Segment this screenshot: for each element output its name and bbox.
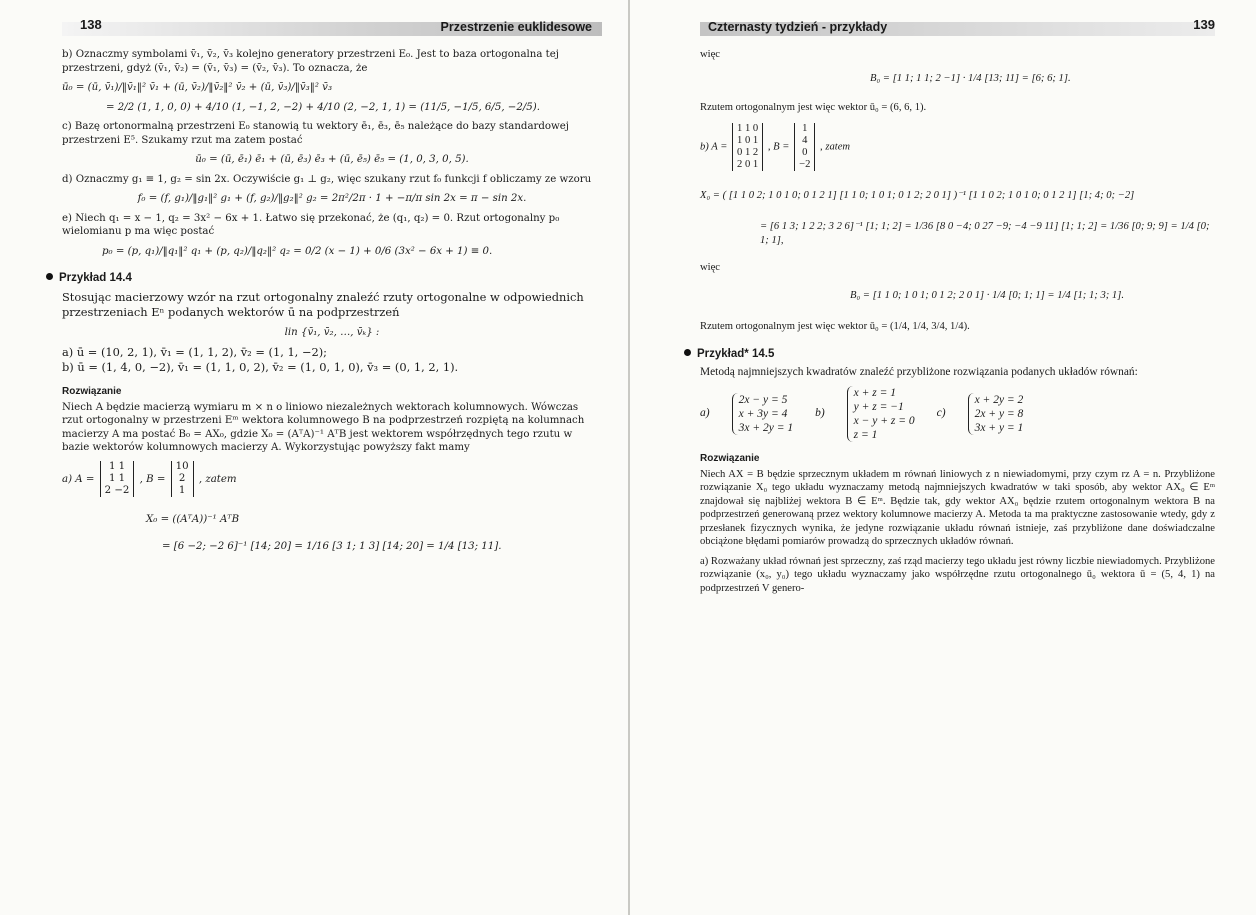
matrix-A: [732, 123, 763, 171]
b-setup: [700, 123, 1215, 171]
equation: 3x + 2y = 1: [738, 422, 794, 434]
left-page: [59, 17, 602, 560]
example-heading: [684, 348, 1215, 362]
example-text: Metodą najmniejszych kwadratów znaleźć przybliżone rozwiązania podanych układów równań:: [700, 366, 1138, 378]
matrix-row: 1: [178, 484, 186, 496]
page-gutter: [628, 0, 630, 915]
wiec-2: więc: [700, 262, 720, 273]
system-c: [968, 393, 1024, 435]
zatem-text: , zatem: [198, 473, 237, 485]
bullet-icon: [684, 349, 691, 356]
solution-text: Niech A będzie macierzą wymiaru m × n o liniowo niezależnych wektorach kolumnowych. Wówczas rzut ortogonalny w przestrzeni Eᵐ wektora kolumnowego B na podprzestrzeń rozpiętą na kolumnach macierzy A ma postać B₀ = AX₀, gdzie X₀ = (AᵀA)⁻¹ AᵀB jest wektorem współrzędnych tego rzutu w bazie wektorów kolumnowych macierzy A. Wykorzystując powyższy fakt mamy: [62, 401, 585, 453]
lin-formula: lin {v̄₁, v̄₂, …, v̄ₖ} :: [284, 326, 380, 338]
matrix-row: 2 0 1: [737, 158, 759, 170]
part-b-formula-2: = 2/2 (1, 1, 0, 0) + 4/10 (1, −1, 2, −2) + 4/10 (2, −2, 1, 1) = (11/5, −1/5, 6/5, −2/5).: [106, 101, 540, 113]
x0-line: X₀ = ( [1 1 0 2; 1 0 1 0; 0 1 2 1] [1 1 0; 1 0 1; 0 1 2; 2 0 1] )⁻¹ [1 1 0 2; 1 0 1 0; 0 1 2 1] [1; 4; 0; −2]: [700, 189, 1135, 201]
part-a-text: a) Rozważany układ równań jest sprzeczny, zaś rząd macierzy tego układu jest równy liczbie niewiadomych. Przybliżone rozwiązanie (x₀, y₀) tego układu wyznaczamy jako współrzędne rzutu ortogonalnego ū₀ wektora ū = (5, 4, 1) na podprzestrzeń V genero-: [700, 555, 1215, 594]
part-b-formula-1: ū₀ = (ū, v̄₁)/‖v̄₁‖² v̄₁ + (ū, v̄₂)/‖v̄₂‖² v̄₂ + (ū, v̄₃)/‖v̄₃‖² v̄₃: [62, 82, 333, 93]
bullet-icon: [46, 273, 53, 280]
solution-heading: Rozwiązanie: [62, 386, 122, 397]
matrix-row: 10: [175, 460, 189, 472]
example-text: Stosując macierzowy wzór na rzut ortogonalny znaleźć rzuty ortogonalne w odpowiednich przestrzeniach Eⁿ podanych wektorów ū na podprzestrzeń: [62, 289, 584, 319]
item-a: a) ū = (10, 2, 1), v̄₁ = (1, 1, 2), v̄₂ = (1, 1, −2);: [62, 345, 327, 359]
part-d-text: d) Oznaczmy g₁ ≡ 1, g₂ = sin 2x. Oczywiście g₁ ⊥ g₂, więc szukany rzut f₀ funkcji f obliczamy ze wzoru: [62, 173, 592, 185]
matrix-row: 1 1: [108, 460, 126, 472]
b-label: b) A =: [700, 140, 728, 152]
equation: x + 2y = 2: [974, 394, 1024, 406]
equation: y + z = −1: [853, 401, 904, 413]
a-result-line: = [6 −2; −2 6]⁻¹ [14; 20] = 1/16 [3 1; 1 3] [14; 20] = 1/4 [13; 11].: [162, 541, 502, 552]
equation: x + z = 1: [853, 387, 897, 399]
equation: z = 1: [853, 429, 878, 441]
part-d-formula: f₀ = (f, g₁)/‖g₁‖² g₁ + (f, g₂)/‖g₂‖² g₂ = 2π²/2π · 1 + −π/π sin 2x = π − sin 2x.: [137, 193, 527, 204]
matrix-row: 0: [802, 146, 808, 158]
system-b: [847, 386, 915, 442]
a-x0-line: X₀ = ((AᵀA))⁻¹ AᵀB: [146, 513, 240, 525]
equation: x − y + z = 0: [853, 415, 915, 427]
item-b: b) ū = (1, 4, 0, −2), v̄₁ = (1, 1, 0, 2), v̄₂ = (1, 0, 1, 0), v̄₃ = (0, 1, 2, 1).: [62, 360, 459, 374]
system-a-label: a): [700, 407, 710, 420]
matrix-row: 1 1: [108, 472, 126, 484]
wiec-1: więc: [700, 49, 720, 60]
matrix-row: 0 1 2: [737, 146, 759, 158]
example-title: Przykład 14.4: [59, 272, 132, 284]
part-e-formula: p₀ = (p, q₁)/‖q₁‖² q₁ + (p, q₂)/‖q₂‖² q₂ = 0/2 (x − 1) + 0/6 (3x² − 6x + 1) ≡ 0.: [102, 245, 493, 257]
left-header: [62, 18, 602, 38]
equation: x + 3y = 4: [738, 408, 788, 420]
solution-heading: Rozwiązanie: [700, 453, 760, 464]
page-number: 138: [80, 17, 102, 32]
matrix-row: 4: [802, 134, 808, 146]
running-title: Przestrzenie euklidesowe: [440, 20, 592, 34]
matrix-B: [171, 461, 194, 497]
equation: 2x − y = 5: [738, 394, 788, 406]
system-b-label: b): [815, 407, 825, 420]
equation-systems: [700, 386, 1215, 442]
b0-line: B₀ = [1 1; 1 1; 2 −1] · 1/4 [13; 11] = [6; 6; 1].: [870, 72, 1071, 84]
equation: 3x + y = 1: [974, 422, 1024, 434]
right-page: [697, 17, 1215, 601]
a-setup: [62, 461, 602, 497]
rzut-2: Rzutem ortogonalnym jest więc wektor ū₀ = (1/4, 1/4, 3/4, 1/4).: [700, 321, 970, 332]
b-label: , B =: [139, 473, 166, 485]
part-c-formula: ū₀ = (ū, ē₁) ē₁ + (ū, ē₃) ē₃ + (ū, ē₅) ē₅ = (1, 0, 3, 0, 5).: [195, 154, 469, 165]
equation: 2x + y = 8: [974, 408, 1024, 420]
solution-text: Niech AX = B będzie sprzecznym układem m równań liniowych z n niewiadomymi, przy czym rz A = n. Przybliżone rozwiązanie X₀ tego układu wyznaczamy metodą najmniejszych kwadratów w taki sposób, aby wektor AX₀ ∈ Eᵐ znajdował się najbliżej wektora B ∈ Eᵐ. Będzie tak, gdy wektor AX₀ będzie rzutem ortogonalnym wektora B na podprzestrzeń generowaną przez wektory kolumnowe macierzy A. Metoda ta ma praktyczne zastosowanie wtedy, gdy z przesłanek fizycznych wynika, że jedyne rozwiązanie układu równań istnieje, zaś przybliżone dane doświadczalne obciążone błędami pomiarów prowadzą do sprzecznych układów równań.: [700, 468, 1215, 547]
a-label: a) A =: [62, 473, 95, 485]
x0-result: = [6 1 3; 1 2 2; 3 2 6]⁻¹ [1; 1; 2] = 1/36 [8 0 −4; 0 27 −9; −4 −9 11] [1; 1; 2] = 1/36 [0; 9; 9] = 1/4 [0; 1; 1],: [760, 221, 1210, 246]
matrix-row: 1 0 1: [737, 134, 759, 146]
matrix-row: 1 1 0: [737, 122, 759, 134]
page-number: 139: [1193, 17, 1215, 32]
running-title: Czternasty tydzień - przykłady: [708, 20, 888, 34]
example-title: Przykład* 14.5: [697, 347, 775, 360]
matrix-row: 2 −2: [104, 484, 130, 496]
zatem-text: , zatem: [820, 140, 851, 152]
system-a: [732, 393, 793, 435]
matrix-row: 1: [802, 122, 808, 134]
part-e-text: e) Niech q₁ = x − 1, q₂ = 3x² − 6x + 1. Łatwo się przekonać, że (q₁, q₂) = 0. Rzut ortogonalny p₀ wielomianu p ma więc postać: [62, 212, 560, 237]
part-c-text: c) Bazę ortonormalną przestrzeni E₀ stanowią tu wektory ē₁, ē₃, ē₅ należące do bazy standardowej przestrzeni E⁵. Szukamy rzut ma zatem postać: [62, 121, 569, 146]
b-matrix-label: , B =: [767, 140, 790, 152]
example-heading: [46, 272, 602, 286]
matrix-row: −2: [799, 158, 811, 170]
b0-line-2: B₀ = [1 1 0; 1 0 1; 0 1 2; 2 0 1] · 1/4 [0; 1; 1] = 1/4 [1; 1; 3; 1].: [850, 289, 1124, 301]
matrix-row: 2: [178, 472, 186, 484]
matrix-B: [794, 123, 815, 171]
system-c-label: c): [936, 407, 946, 420]
right-header: [700, 18, 1215, 38]
part-b-intro: b) Oznaczmy symbolami v̄₁, v̄₂, v̄₃ kolejno generatory przestrzeni E₀. Jest to baza ortogonalna tej przestrzeni, gdyż (v̄₁, v̄₂) = (v̄₁, v̄₃) = (v̄₂, v̄₃). To oznacza, że: [62, 49, 559, 74]
rzut-1: Rzutem ortogonalnym jest więc wektor ū₀ = (6, 6, 1).: [700, 102, 927, 113]
matrix-A: [100, 461, 135, 497]
